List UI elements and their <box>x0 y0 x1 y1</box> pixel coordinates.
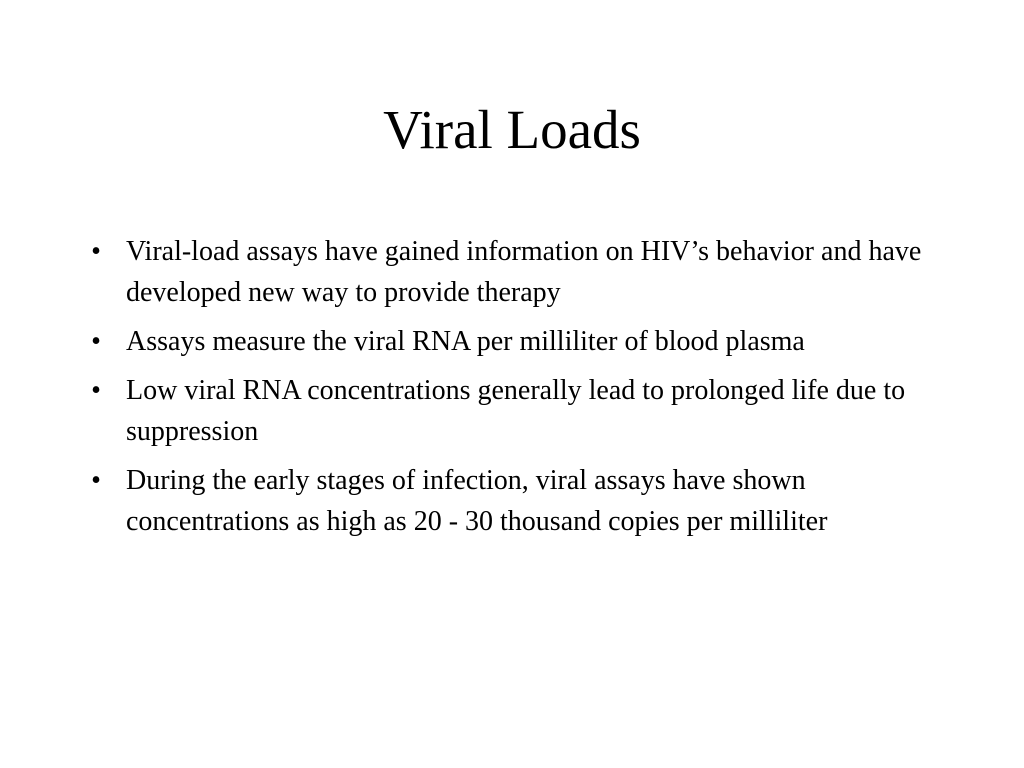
bullet-list <box>86 231 946 550</box>
bullet-point-icon: • <box>91 326 101 357</box>
bullet-item <box>86 231 946 313</box>
bullet-item <box>86 370 946 452</box>
bullet-text: Assays measure the viral RNA per milliliter of blood plasma <box>126 326 805 357</box>
bullet-item <box>86 321 946 362</box>
bullet-point-icon: • <box>91 465 101 496</box>
bullet-point-icon: • <box>91 375 101 406</box>
bullet-point-icon: • <box>91 236 101 267</box>
bullet-text: Low viral RNA concentrations generally lead to prolonged life due to suppression <box>126 375 906 447</box>
slide-title: Viral Loads <box>383 99 641 160</box>
bullet-text: Viral-load assays have gained information on HIV’s behavior and have developed new way to provide therapy <box>126 236 922 308</box>
bullet-text: During the early stages of infection, viral assays have shown concentrations as high as 20 - 30 thousand copies per milliliter <box>126 465 828 537</box>
bullet-item <box>86 460 946 542</box>
